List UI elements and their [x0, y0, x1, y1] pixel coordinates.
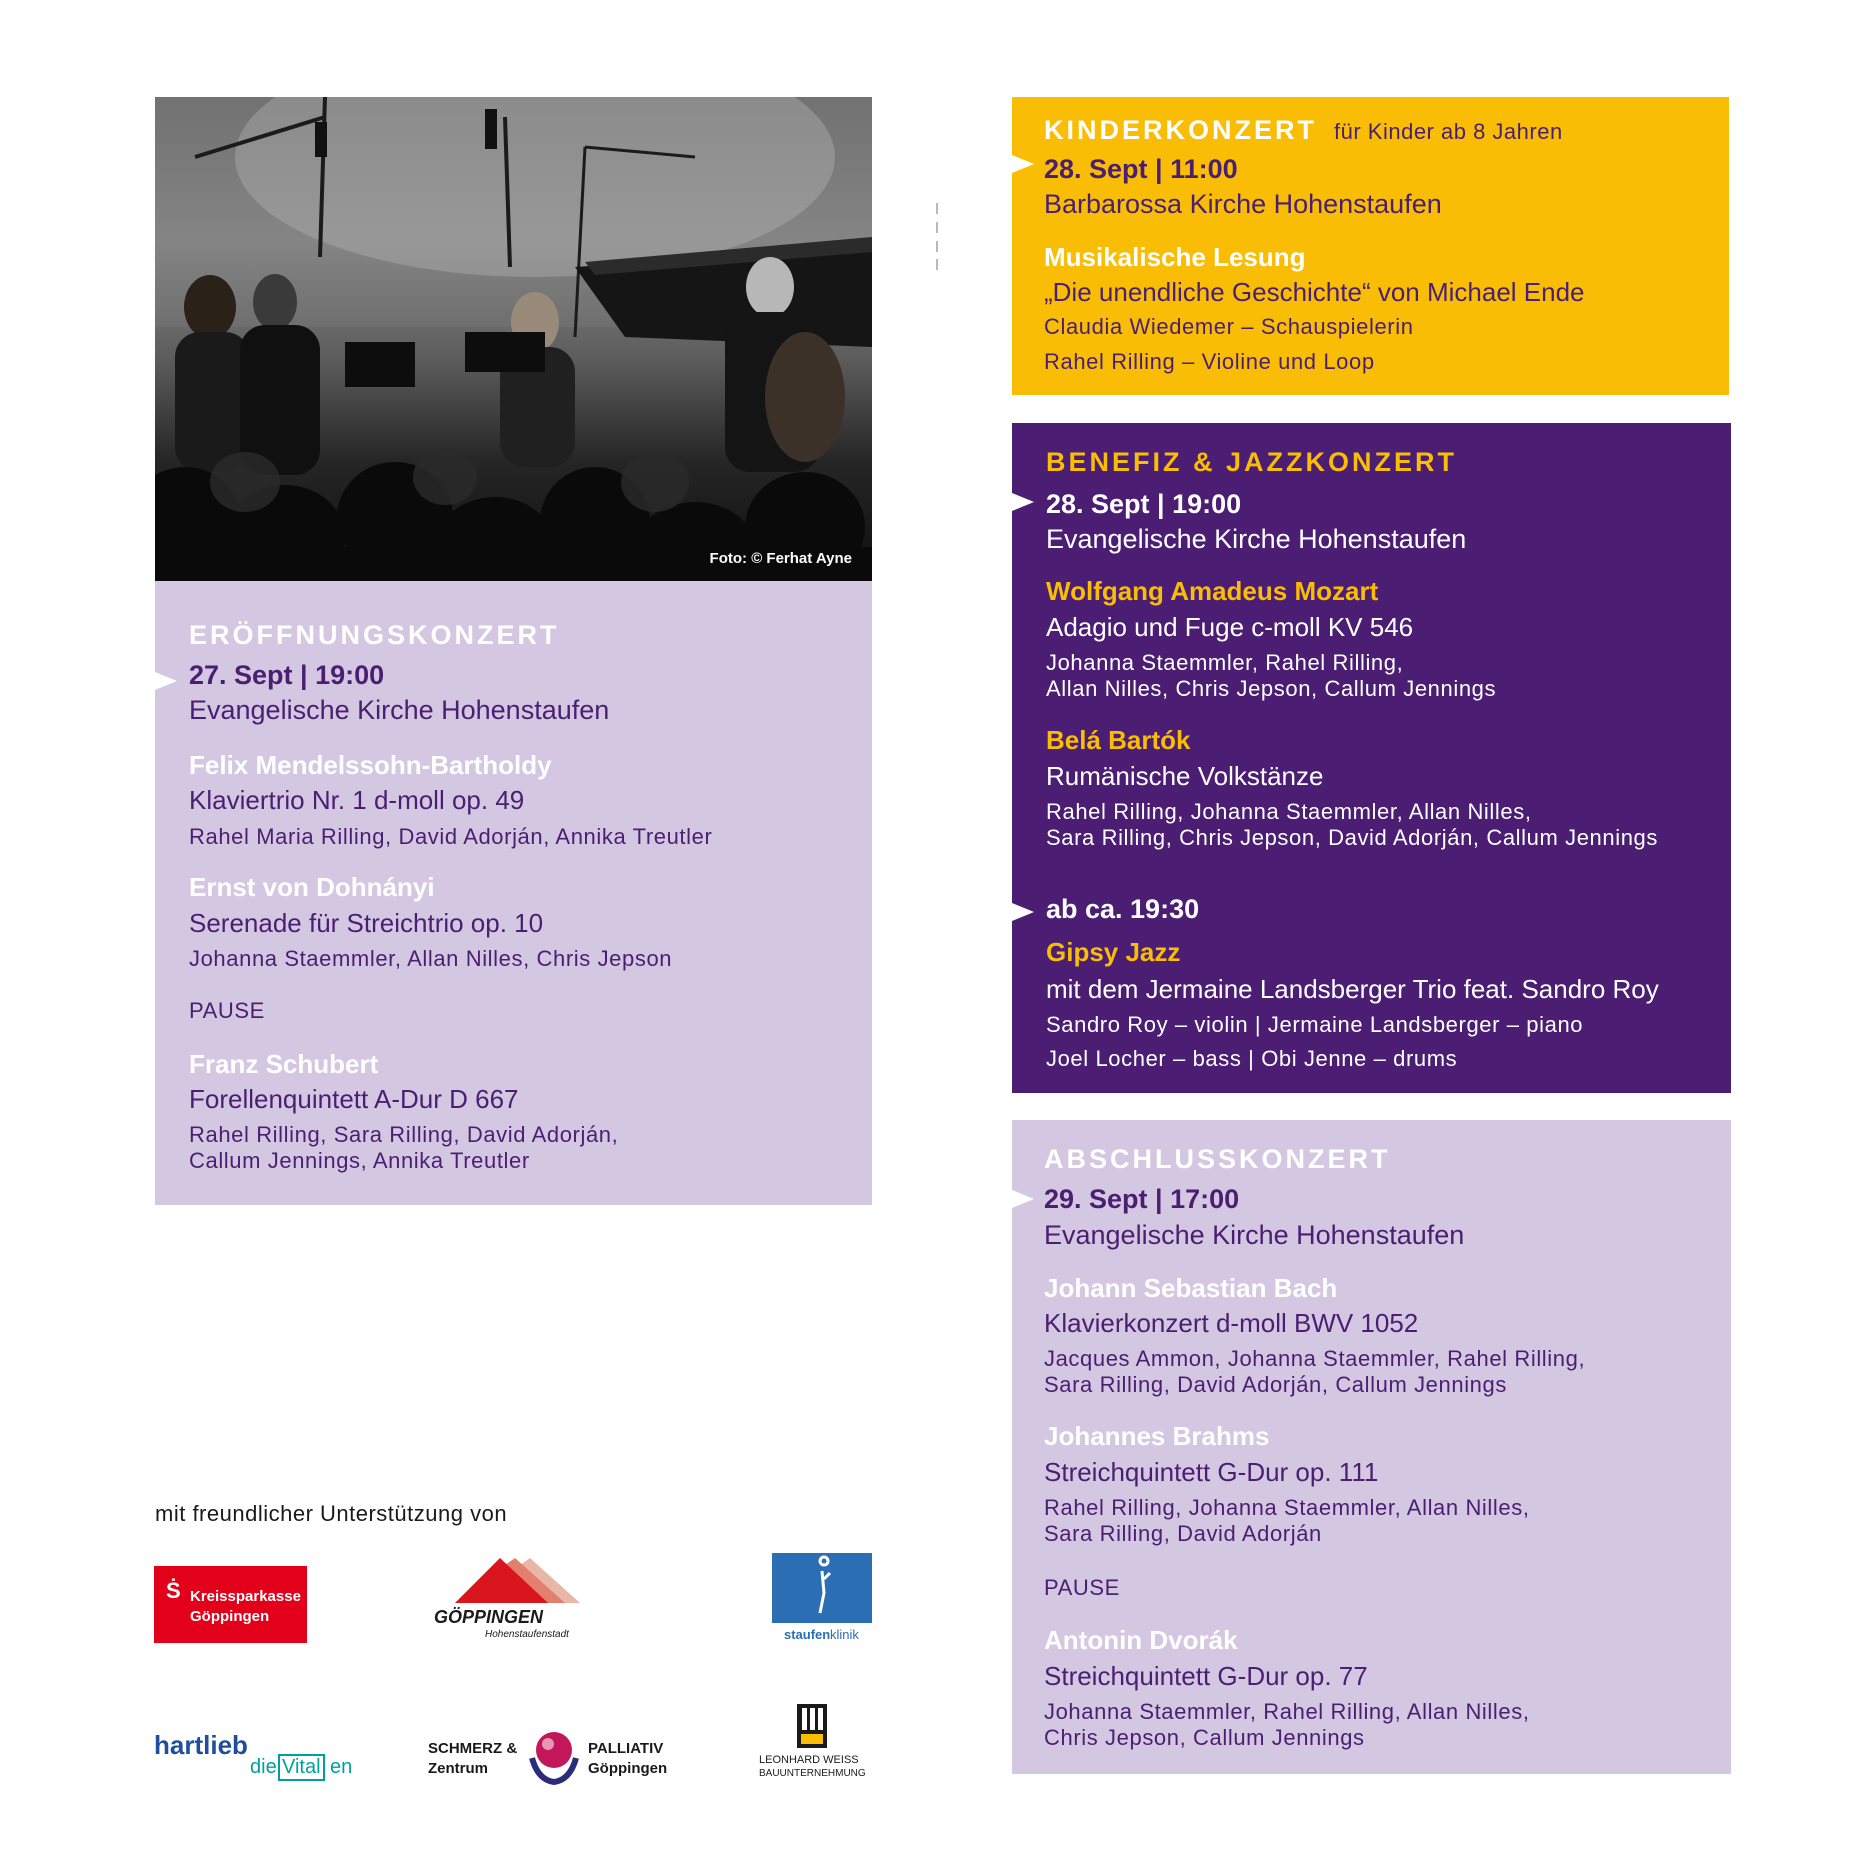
performers: Allan Nilles, Chris Jepson, Callum Jennings: [1046, 676, 1497, 701]
composer-name: Antonin Dvorák: [1044, 1625, 1238, 1655]
concert-location: Evangelische Kirche Hohenstaufen: [1046, 524, 1467, 554]
sponsor-name-suffix: klinik: [830, 1627, 859, 1642]
composer-name: Ernst von Dohnányi: [189, 872, 435, 902]
date-marker-icon: [1012, 155, 1034, 173]
weiss-mark-icon: [797, 1704, 827, 1748]
time-marker-icon: [1012, 903, 1034, 921]
sponsor-name: GÖPPINGEN: [434, 1607, 544, 1627]
composer-name: Johannes Brahms: [1044, 1421, 1270, 1451]
performers: Johanna Staemmler, Allan Nilles, Chris Jepson: [189, 946, 673, 971]
pause-label: PAUSE: [189, 998, 265, 1023]
sponsor-name: hartlieb: [154, 1730, 248, 1760]
performers: Sara Rilling, Chris Jepson, David Adorján, Callum Jennings: [1046, 825, 1658, 850]
sponsor-name: LEONHARD WEISS: [759, 1754, 859, 1766]
performers: Rahel Rilling, Johanna Staemmler, Allan Nilles,: [1044, 1495, 1530, 1520]
performers: Johanna Staemmler, Rahel Rilling, Allan Nilles,: [1044, 1699, 1530, 1724]
sponsor-name: staufen: [784, 1627, 831, 1642]
sphere-hands-icon: [524, 1728, 584, 1788]
concert-date: 29. Sept | 17:00: [1044, 1184, 1240, 1214]
concert-location: Evangelische Kirche Hohenstaufen: [189, 695, 610, 725]
work-title: Streichquintett G-Dur op. 111: [1044, 1457, 1379, 1487]
hartlieb-logo[interactable]: [154, 1730, 354, 1780]
performers: Chris Jepson, Callum Jennings: [1044, 1725, 1365, 1750]
concert-title: ERÖFFNUNGSKONZERT: [189, 620, 560, 650]
performers: Rahel Maria Rilling, David Adorján, Annika Treutler: [189, 824, 713, 849]
goeppingen-logo[interactable]: [430, 1553, 600, 1643]
date-marker-icon: [1012, 493, 1034, 511]
performers: Johanna Staemmler, Rahel Rilling,: [1046, 650, 1404, 675]
schmerz-palliativ-logo[interactable]: [428, 1730, 668, 1788]
performers: Sara Rilling, David Adorján: [1044, 1521, 1322, 1546]
fold-mark: [936, 241, 938, 252]
performers: Joel Locher – bass | Obi Jenne – drums: [1046, 1046, 1458, 1071]
sparkasse-s-icon: Ṡ: [166, 1578, 181, 1603]
sponsor-name: SCHMERZ &: [428, 1740, 518, 1757]
sponsor-name-part: die: [250, 1756, 277, 1778]
fold-mark: [936, 259, 938, 270]
work-title: Serenade für Streichtrio op. 10: [189, 908, 544, 938]
work-title: Rumänische Volkstänze: [1046, 761, 1324, 791]
sponsor-city: Göppingen: [588, 1760, 668, 1777]
kreissparkasse-logo[interactable]: [154, 1566, 307, 1643]
sponsor-name: Zentrum: [428, 1760, 488, 1777]
composer-name: Franz Schubert: [189, 1049, 379, 1079]
eroeffnungskonzert-panel: [155, 581, 872, 1205]
jazz-work: mit dem Jermaine Landsberger Trio feat. Sandro Roy: [1046, 974, 1659, 1004]
concert-subtitle: für Kinder ab 8 Jahren: [1334, 119, 1563, 144]
composer-name: Belá Bartók: [1046, 725, 1191, 755]
concert-location: Evangelische Kirche Hohenstaufen: [1044, 1220, 1465, 1250]
jazz-title: Gipsy Jazz: [1046, 937, 1181, 967]
kinderkonzert-panel: [1012, 97, 1729, 395]
program-title: Musikalische Lesung: [1044, 242, 1306, 272]
staufenklinik-logo[interactable]: [772, 1553, 882, 1645]
sponsor-name: Kreissparkasse: [190, 1588, 301, 1605]
concert-title: BENEFIZ & JAZZKONZERT: [1046, 447, 1457, 477]
performers: Sandro Roy – violin | Jermaine Landsberger – piano: [1046, 1012, 1584, 1037]
concert-date: 28. Sept | 11:00: [1044, 154, 1238, 184]
performers: Claudia Wiedemer – Schauspielerin: [1044, 314, 1414, 339]
performers: Sara Rilling, David Adorján, Callum Jennings: [1044, 1372, 1507, 1397]
concert-title: ABSCHLUSSKONZERT: [1044, 1144, 1391, 1174]
jazz-time: ab ca. 19:30: [1046, 894, 1200, 924]
date-marker-icon: [1012, 1190, 1034, 1208]
composer-name: Felix Mendelssohn-Bartholdy: [189, 750, 552, 780]
concert-title: KINDERKONZERT: [1044, 115, 1317, 145]
performers: Rahel Rilling, Sara Rilling, David Adorján,: [189, 1122, 619, 1147]
sponsor-name-part: en: [330, 1756, 353, 1778]
concert-date: 28. Sept | 19:00: [1046, 489, 1242, 519]
concert-photo: [155, 97, 872, 581]
composer-name: Johann Sebastian Bach: [1044, 1273, 1338, 1303]
sponsor-tagline: Hohenstaufenstadt: [485, 1629, 569, 1640]
figure-icon: [772, 1553, 872, 1623]
sponsor-city: Göppingen: [190, 1608, 270, 1625]
work-title: Klavierkonzert d-moll BWV 1052: [1044, 1308, 1419, 1338]
goeppingen-roof-icon: [430, 1553, 600, 1613]
photo-credit: Foto: © Ferhat Ayne: [709, 550, 852, 567]
work-title: Klaviertrio Nr. 1 d-moll op. 49: [189, 785, 525, 815]
composer-name: Wolfgang Amadeus Mozart: [1046, 576, 1379, 606]
concert-location: Barbarossa Kirche Hohenstaufen: [1044, 189, 1442, 219]
fold-mark: [936, 203, 938, 214]
concert-date: 27. Sept | 19:00: [189, 660, 385, 690]
pause-label: PAUSE: [1044, 1575, 1120, 1600]
sponsor-name: PALLIATIV: [588, 1740, 664, 1757]
sponsor-tagline: BAUUNTERNEHMUNG: [759, 1768, 866, 1779]
fold-mark: [936, 222, 938, 233]
sponsor-name-part: Vital: [278, 1754, 325, 1781]
leonhard-weiss-logo[interactable]: [752, 1704, 872, 1784]
work-title: Adagio und Fuge c-moll KV 546: [1046, 612, 1414, 642]
performers: Rahel Rilling, Johanna Staemmler, Allan Nilles,: [1046, 799, 1532, 824]
work-title: „Die unendliche Geschichte“ von Michael Ende: [1044, 277, 1585, 307]
performers: Rahel Rilling – Violine und Loop: [1044, 349, 1375, 374]
date-marker-icon: [155, 672, 177, 690]
performers: Jacques Ammon, Johanna Staemmler, Rahel Rilling,: [1044, 1346, 1586, 1371]
performers: Callum Jennings, Annika Treutler: [189, 1148, 530, 1173]
benefiz-jazzkonzert-panel: [1012, 423, 1731, 1093]
work-title: Forellenquintett A-Dur D 667: [189, 1084, 519, 1114]
abschlusskonzert-panel: [1012, 1120, 1731, 1774]
work-title: Streichquintett G-Dur op. 77: [1044, 1661, 1368, 1691]
sponsors-intro: mit freundlicher Unterstützung von: [155, 1501, 508, 1526]
